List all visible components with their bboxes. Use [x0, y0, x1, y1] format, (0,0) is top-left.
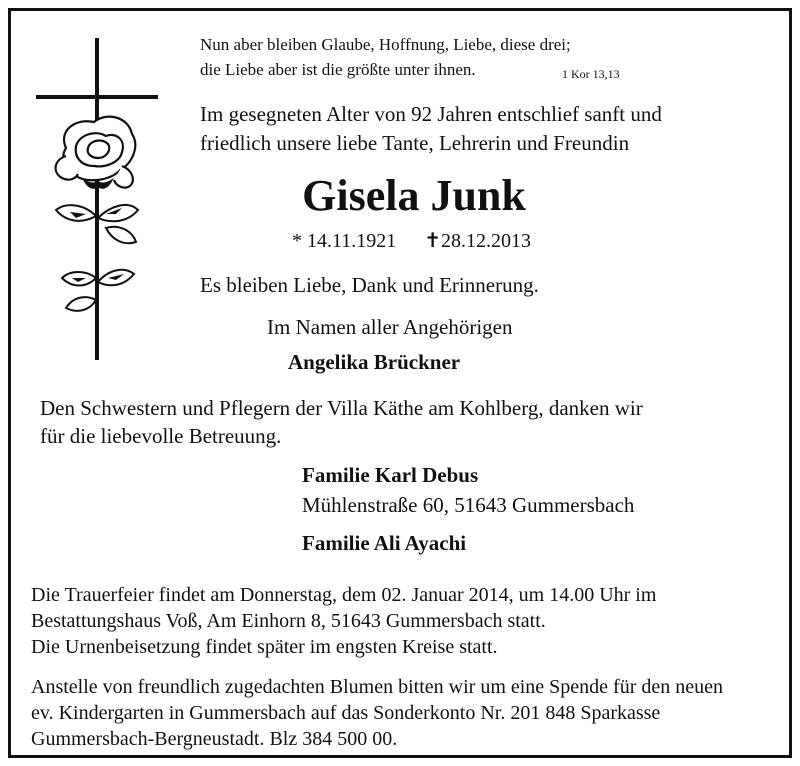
on-behalf-line: Im Namen aller Angehörigen — [267, 315, 513, 339]
verse-reference: 1 Kor 13,13 — [562, 67, 620, 81]
death-date: 28.12.2013 — [441, 230, 532, 252]
funeral-line-3: Die Urnenbeisetzung findet später im engsten Kreise statt. — [31, 636, 498, 658]
intro-line-1: Im gesegneten Alter von 92 Jahren entschlief sanft und — [200, 102, 662, 126]
thanks-line-1: Den Schwestern und Pflegern der Villa Käthe am Kohlberg, danken wir — [40, 396, 643, 420]
signer-name: Angelika Brückner — [288, 350, 461, 374]
donation-line-2: ev. Kindergarten in Gummersbach auf das Sonderkonto Nr. 201 848 Sparkasse — [31, 702, 661, 724]
birth-date: * 14.11.1921 — [292, 230, 397, 252]
family-2-name: Familie Ali Ayachi — [302, 531, 467, 555]
intro-line-2: friedlich unsere liebe Tante, Lehrerin und Freundin — [200, 131, 630, 155]
life-dates — [292, 229, 531, 253]
funeral-line-2: Bestattungshaus Voß, Am Einhorn 8, 51643 Gummersbach statt. — [31, 610, 546, 632]
verse-line-1: Nun aber bleiben Glaube, Hoffnung, Liebe, diese drei; — [200, 35, 571, 54]
donation-line-3: Gummersbach-Bergneustadt. Blz 384 500 00. — [31, 728, 398, 750]
funeral-line-1: Die Trauerfeier findet am Donnerstag, dem 02. Januar 2014, um 14.00 Uhr im — [31, 584, 657, 606]
donation-line-1: Anstelle von freundlich zugedachten Blumen bitten wir um eine Spende für den neuen — [31, 676, 724, 698]
family-1-address: Mühlenstraße 60, 51643 Gummersbach — [302, 493, 635, 517]
thanks-line-2: für die liebevolle Betreuung. — [40, 424, 282, 448]
deceased-name: Gisela Junk — [302, 171, 526, 220]
verse-line-2: die Liebe aber ist die größte unter ihnen. — [200, 60, 476, 79]
death-cross-icon: ✝ — [424, 230, 442, 252]
family-1-name: Familie Karl Debus — [302, 463, 479, 487]
remembrance-line: Es bleiben Liebe, Dank und Erinnerung. — [200, 273, 539, 297]
